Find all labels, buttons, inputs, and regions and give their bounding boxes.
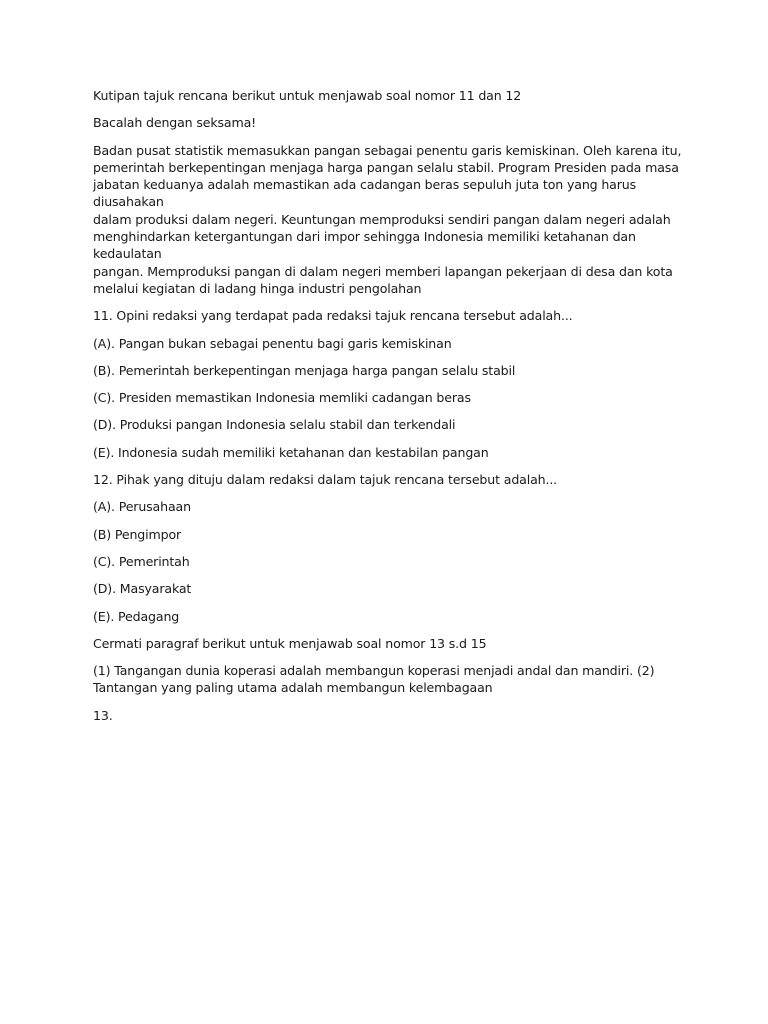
question-12-option-d: (D). Masyarakat bbox=[93, 581, 192, 597]
question-13-number: 13. bbox=[93, 707, 113, 723]
passage-paragraph: Badan pusat statistik memasukkan pangan sebagai penentu garis kemiskinan. Oleh karena itu, pemerintah berkepentingan menjaga harga pangan selalu stabil. Program Presiden pada masa jabatan keduanya adalah memastikan ada cadangan beras sepuluh juta ton yang harus diusahakan dalam produksi dalam negeri. Keuntungan memproduksi sendiri pangan dalam negeri adalah menghindarkan ketergantungan dari impor sehingga Indonesia memiliki ketahanan dan kedaulatan pangan. Memproduksi pangan di dalam negeri memberi lapangan pekerjaan di desa dan kota melalui kegiatan di ladang hinga industri pengolahan bbox=[93, 142, 682, 296]
question-11-option-c: (C). Presiden memastikan Indonesia memliki cadangan beras bbox=[93, 390, 471, 406]
section-2-passage: (1) Tangangan dunia koperasi adalah membangun koperasi menjadi andal dan mandiri. (2) Tantangan yang paling utama adalah membangun kelembagaan bbox=[93, 663, 655, 696]
question-12-option-b: (B) Pengimpor bbox=[93, 526, 182, 542]
document-content bbox=[93, 87, 683, 734]
question-11-option-e: (E). Indonesia sudah memiliki ketahanan dan kestabilan pangan bbox=[93, 444, 489, 460]
question-11-option-a: (A). Pangan bukan sebagai penentu bagi garis kemiskinan bbox=[93, 335, 452, 351]
intro-heading: Kutipan tajuk rencana berikut untuk menjawab soal nomor 11 dan 12 bbox=[93, 88, 522, 103]
question-12: 12. Pihak yang dituju dalam redaksi dalam tajuk rencana tersebut adalah... bbox=[93, 472, 558, 488]
section-2-heading: Cermati paragraf berikut untuk menjawab soal nomor 13 s.d 15 bbox=[93, 635, 487, 651]
question-11-option-b: (B). Pemerintah berkepentingan menjaga harga pangan selalu stabil bbox=[93, 362, 516, 378]
question-12-option-a: (A). Perusahaan bbox=[93, 499, 191, 515]
question-11: 11. Opini redaksi yang terdapat pada redaksi tajuk rencana tersebut adalah... bbox=[93, 308, 573, 324]
question-12-option-e: (E). Pedagang bbox=[93, 608, 180, 624]
question-11-option-d: (D). Produksi pangan Indonesia selalu stabil dan terkendali bbox=[93, 417, 456, 433]
instruction-text: Bacalah dengan seksama! bbox=[93, 115, 257, 131]
question-12-option-c: (C). Pemerintah bbox=[93, 553, 190, 569]
